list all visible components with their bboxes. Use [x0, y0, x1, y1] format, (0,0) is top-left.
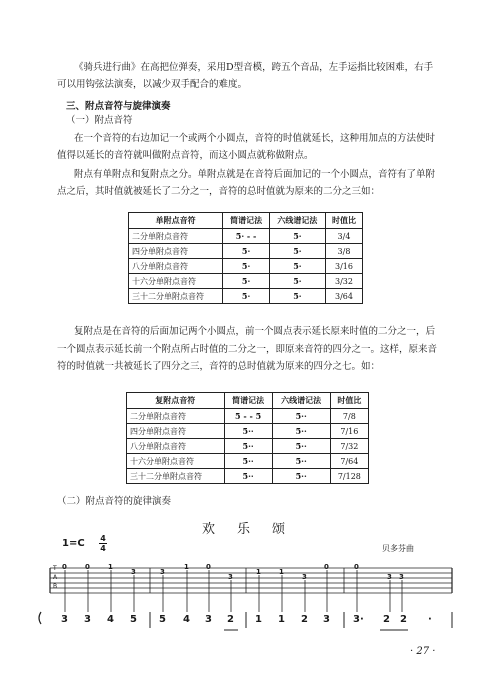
tab-fret: 0: [85, 563, 90, 571]
duration-ratio: 7/16: [330, 424, 368, 439]
table2-header: 简谱记法: [224, 393, 272, 409]
paragraph-2-line-1: 附点有单附点和复附点之分。单附点就是在音符后面加记的一个小圆点，音符有了单附: [74, 169, 436, 180]
note-name: 四分单附点音符: [127, 424, 225, 439]
tab-notation: 5··: [272, 409, 330, 424]
duration-ratio: 7/64: [330, 454, 368, 469]
jianpu-note: 3: [205, 614, 212, 625]
jianpu-notation: 5··: [224, 424, 272, 439]
tab-fret: 3: [387, 573, 392, 581]
tab-fret: 0: [324, 563, 329, 571]
table2-header: 复附点音符: [127, 393, 225, 409]
tab-notation: 5··: [272, 454, 330, 469]
key-signature: 1=C: [62, 538, 85, 549]
jianpu-notation: 5·: [223, 259, 270, 274]
duration-ratio: 7/8: [330, 409, 368, 424]
subheading-2: （二）附点音符的旋律演奏: [57, 496, 172, 507]
note-name: 二分单附点音符: [129, 229, 223, 244]
duration-ratio: 3/64: [325, 289, 362, 304]
note-name: 八分单附点音符: [129, 259, 223, 274]
paragraph-3-line-3: 符的时值就一共被延长了四分之三，音符的总时值就为原来的四分之七。如：: [57, 361, 381, 372]
table2-header: 时值比: [330, 393, 368, 409]
tab-notation: 5·: [269, 274, 325, 289]
tab-letter-a: A: [53, 574, 58, 581]
duration-ratio: 3/8: [325, 244, 362, 259]
jianpu-note: 2: [301, 614, 308, 625]
duration-ratio: 7/32: [330, 439, 368, 454]
jianpu-notation: 5·: [223, 244, 270, 259]
note-name: 十六分单附点音符: [129, 274, 223, 289]
table2-header: 六线谱记法: [272, 393, 330, 409]
table1-header: 六线谱记法: [269, 213, 325, 229]
duration-ratio: 3/4: [325, 229, 362, 244]
tab-fret: 3: [302, 573, 307, 581]
tab-fret: 1: [279, 568, 284, 576]
intro-line-2: 可以用钩弦法演奏，以减少双手配合的难度。: [57, 79, 248, 90]
time-bottom: 4: [100, 544, 106, 553]
tab-fret: 3: [228, 573, 233, 581]
tab-notation: 5·: [269, 229, 325, 244]
jianpu-note: 3: [61, 614, 68, 625]
subheading-1: （一）附点音符: [66, 115, 133, 126]
jianpu-notation: 5· - -: [223, 229, 270, 244]
paragraph-3-line-2: 一个圆点表示延长前一个附点所占时值的二分之一，即原来音符的四分之一。这样，原来音: [57, 344, 438, 355]
tab-fret: 1: [256, 568, 261, 576]
tab-fret: 3: [399, 573, 404, 581]
tab-notation: 5·: [269, 244, 325, 259]
note-name: 三十二分单附点音符: [129, 289, 223, 304]
paragraph-3-line-1: 复附点是在音符的后面加记两个小圆点，前一个圆点表示延长原来时值的二分之一，后: [74, 326, 436, 337]
jianpu-notation: 5·: [223, 289, 270, 304]
tab-fret: 3: [160, 568, 165, 576]
duration-ratio: 3/16: [325, 259, 362, 274]
tab-letter-t: T: [53, 565, 57, 572]
jianpu-note: 3·: [353, 614, 364, 625]
jianpu-note: ·: [428, 614, 432, 625]
jianpu-notation: 5··: [224, 454, 272, 469]
jianpu-notation: 5··: [224, 439, 272, 454]
note-name: 二分单附点音符: [127, 409, 225, 424]
tab-notation: 5·: [269, 289, 325, 304]
jianpu-note: 2: [383, 614, 390, 625]
paragraph-1-line-1: 在一个音符的右边加记一个或两个小圆点，音符的时值就延长，这种用加点的方法使时: [74, 133, 436, 144]
tab-notation: 5··: [272, 424, 330, 439]
duration-ratio: 7/128: [330, 469, 368, 484]
jianpu-note: 3: [84, 614, 91, 625]
tab-letter-b: B: [53, 583, 58, 590]
jianpu-notation: 5·: [223, 274, 270, 289]
intro-line-1: 《骑兵进行曲》在高把位弹奏，采用D型音模，跨五个音品，左手运指比较困难，右手: [74, 62, 434, 73]
tab-fret: 0: [62, 563, 67, 571]
tab-notation: 5··: [272, 439, 330, 454]
jianpu-note: 1: [278, 614, 285, 625]
jianpu-note: 1: [255, 614, 262, 625]
duration-ratio: 3/32: [325, 274, 362, 289]
note-name: 三十二分单附点音符: [127, 469, 225, 484]
paragraph-1-line-2: 值得以延长的音符就叫做附点音符，而这小圆点就称做附点。: [57, 150, 314, 161]
tab-notation: 5·: [269, 259, 325, 274]
tab-notation: 5··: [272, 469, 330, 484]
tab-fret: 1: [108, 563, 113, 571]
jianpu-note: 2: [400, 614, 407, 625]
note-name: 四分单附点音符: [129, 244, 223, 259]
jianpu-note: 3: [323, 614, 330, 625]
composer: 贝多芬曲: [382, 544, 414, 553]
note-name: 八分单附点音符: [127, 439, 225, 454]
note-name: 十六分单附点音符: [127, 454, 225, 469]
tab-fret: 0: [206, 563, 211, 571]
paragraph-2-line-2: 点之后，其时值就被延长了二分之一，音符的总时值就为原来的二分之三如：: [57, 186, 381, 197]
tab-fret: 1: [184, 563, 189, 571]
time-top: 4: [100, 534, 106, 543]
tab-fret: 0: [354, 563, 359, 571]
section-heading: 三、附点音符与旋律演奏: [66, 101, 171, 112]
jianpu-note: 5: [159, 614, 166, 625]
song-title: 欢乐颂: [202, 522, 308, 537]
table1-header: 时值比: [325, 213, 362, 229]
jianpu-notation: 5··: [224, 469, 272, 484]
jianpu-note: 4: [183, 614, 190, 625]
jianpu-notation: 5 - - 5: [224, 409, 272, 424]
jianpu-note: 5: [130, 614, 137, 625]
tab-fret: 3: [131, 568, 136, 576]
page-number: · 27 ·: [410, 646, 436, 657]
jianpu-note: 2: [227, 614, 234, 625]
jianpu-note: 4: [107, 614, 114, 625]
table1-header: 单附点音符: [129, 213, 223, 229]
table1-header: 简谱记法: [223, 213, 270, 229]
